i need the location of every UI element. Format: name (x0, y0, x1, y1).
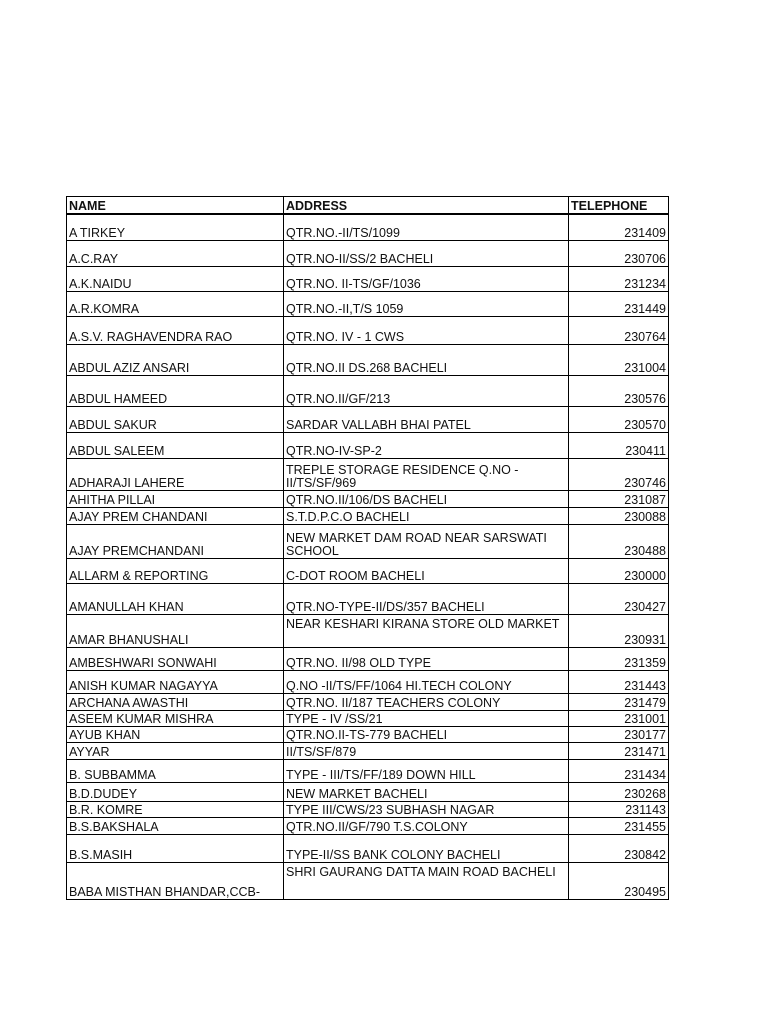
contact-address: QTR.NO.II/GF/213 (284, 375, 569, 406)
contact-telephone: 231434 (569, 759, 669, 782)
table-row (67, 432, 669, 458)
contact-address: C-DOT ROOM BACHELI (284, 558, 569, 583)
contact-address: QTR.NO. II-TS/GF/1036 (284, 266, 569, 291)
table-row (67, 240, 669, 266)
table-row (67, 670, 669, 693)
table-row (67, 344, 669, 375)
table-row (67, 817, 669, 834)
contact-name: B. SUBBAMMA (67, 759, 284, 782)
contact-address: SARDAR VALLABH BHAI PATEL (284, 406, 569, 432)
contact-address: QTR.NO.II-TS-779 BACHELI (284, 726, 569, 742)
contact-address: QTR.NO-TYPE-II/DS/357 BACHELI (284, 583, 569, 614)
table-row (67, 316, 669, 344)
contact-name: B.S.BAKSHALA (67, 817, 284, 834)
table-row (67, 375, 669, 406)
contact-address: NEW MARKET BACHELI (284, 782, 569, 801)
contact-telephone: 230842 (569, 834, 669, 862)
contact-telephone: 231004 (569, 344, 669, 375)
contact-name: AMAR BHANUSHALI (67, 614, 284, 647)
contact-address: QTR.NO. IV - 1 CWS (284, 316, 569, 344)
contact-telephone: 230570 (569, 406, 669, 432)
contact-address: II/TS/SF/879 (284, 742, 569, 759)
contact-address: TYPE III/CWS/23 SUBHASH NAGAR (284, 801, 569, 817)
contact-name: ARCHANA AWASTHI (67, 693, 284, 710)
contact-telephone: 230000 (569, 558, 669, 583)
table-row (67, 801, 669, 817)
contact-address: NEAR KESHARI KIRANA STORE OLD MARKET (284, 614, 569, 647)
contact-address: SHRI GAURANG DATTA MAIN ROAD BACHELI (284, 862, 569, 899)
telephone-directory-table (66, 196, 669, 900)
contact-telephone: 231479 (569, 693, 669, 710)
table-row (67, 214, 669, 240)
contact-telephone: 230931 (569, 614, 669, 647)
contact-telephone: 230706 (569, 240, 669, 266)
contact-telephone: 231143 (569, 801, 669, 817)
contact-name: AHITHA PILLAI (67, 490, 284, 507)
contact-telephone: 230488 (569, 524, 669, 558)
contact-telephone: 230411 (569, 432, 669, 458)
contact-address: QTR.NO.II DS.268 BACHELI (284, 344, 569, 375)
contact-name: AMBESHWARI SONWAHI (67, 647, 284, 670)
table-row (67, 647, 669, 670)
contact-telephone: 230088 (569, 507, 669, 524)
contact-name: AJAY PREMCHANDANI (67, 524, 284, 558)
contact-name: ANISH KUMAR NAGAYYA (67, 670, 284, 693)
contact-name: B.R. KOMRE (67, 801, 284, 817)
table-row (67, 742, 669, 759)
contact-telephone: 230764 (569, 316, 669, 344)
header-row (67, 197, 669, 215)
contact-name: AMANULLAH KHAN (67, 583, 284, 614)
table-row (67, 614, 669, 647)
contact-name: A TIRKEY (67, 214, 284, 240)
contact-address: S.T.D.P.C.O BACHELI (284, 507, 569, 524)
table-row (67, 558, 669, 583)
table-body (67, 214, 669, 899)
table-row (67, 583, 669, 614)
table-row (67, 726, 669, 742)
contact-address: TYPE - III/TS/FF/189 DOWN HILL (284, 759, 569, 782)
contact-address: QTR.NO.-II/TS/1099 (284, 214, 569, 240)
contact-telephone: 231409 (569, 214, 669, 240)
contact-name: ABDUL AZIZ ANSARI (67, 344, 284, 375)
contact-name: A.K.NAIDU (67, 266, 284, 291)
contact-address: TREPLE STORAGE RESIDENCE Q.NO - II/TS/SF/969 (284, 458, 569, 490)
contact-telephone: 231471 (569, 742, 669, 759)
contact-address: Q.NO -II/TS/FF/1064 HI.TECH COLONY (284, 670, 569, 693)
contact-address: QTR.NO.II/GF/790 T.S.COLONY (284, 817, 569, 834)
contact-telephone: 231087 (569, 490, 669, 507)
contact-telephone: 230495 (569, 862, 669, 899)
contact-name: ABDUL SALEEM (67, 432, 284, 458)
contact-address: QTR.NO-IV-SP-2 (284, 432, 569, 458)
contact-name: AYUB KHAN (67, 726, 284, 742)
table-row (67, 490, 669, 507)
table-row (67, 524, 669, 558)
table-row (67, 693, 669, 710)
contact-telephone: 231234 (569, 266, 669, 291)
contact-name: ALLARM & REPORTING (67, 558, 284, 583)
contact-name: ABDUL HAMEED (67, 375, 284, 406)
table-row (67, 458, 669, 490)
table-row (67, 834, 669, 862)
column-header-address: ADDRESS (284, 197, 569, 215)
contact-address: QTR.NO.-II,T/S 1059 (284, 291, 569, 316)
contact-telephone: 231455 (569, 817, 669, 834)
contact-name: A.R.KOMRA (67, 291, 284, 316)
contact-name: ASEEM KUMAR MISHRA (67, 710, 284, 726)
contact-telephone: 231359 (569, 647, 669, 670)
contact-telephone: 231001 (569, 710, 669, 726)
contact-telephone: 231443 (569, 670, 669, 693)
table-row (67, 759, 669, 782)
contact-telephone: 230427 (569, 583, 669, 614)
contact-telephone: 230268 (569, 782, 669, 801)
contact-address: TYPE - IV /SS/21 (284, 710, 569, 726)
column-header-telephone: TELEPHONE (569, 197, 669, 215)
table-row (67, 507, 669, 524)
contact-address: QTR.NO. II/98 OLD TYPE (284, 647, 569, 670)
contact-telephone: 230746 (569, 458, 669, 490)
contact-telephone: 230177 (569, 726, 669, 742)
contact-name: A.C.RAY (67, 240, 284, 266)
contact-name: ADHARAJI LAHERE (67, 458, 284, 490)
table-row (67, 782, 669, 801)
contact-address: QTR.NO.II/106/DS BACHELI (284, 490, 569, 507)
table-row (67, 710, 669, 726)
contact-telephone: 230576 (569, 375, 669, 406)
contact-name: ABDUL SAKUR (67, 406, 284, 432)
contact-address: NEW MARKET DAM ROAD NEAR SARSWATI SCHOOL (284, 524, 569, 558)
contact-address: TYPE-II/SS BANK COLONY BACHELI (284, 834, 569, 862)
contact-name: AYYAR (67, 742, 284, 759)
contact-name: BABA MISTHAN BHANDAR,CCB- (67, 862, 284, 899)
contact-name: B.D.DUDEY (67, 782, 284, 801)
contact-name: AJAY PREM CHANDANI (67, 507, 284, 524)
contact-name: B.S.MASIH (67, 834, 284, 862)
contact-address: QTR.NO. II/187 TEACHERS COLONY (284, 693, 569, 710)
table-row (67, 291, 669, 316)
table-row (67, 862, 669, 899)
contact-address: QTR.NO-II/SS/2 BACHELI (284, 240, 569, 266)
contact-telephone: 231449 (569, 291, 669, 316)
contact-name: A.S.V. RAGHAVENDRA RAO (67, 316, 284, 344)
table-row (67, 406, 669, 432)
table-row (67, 266, 669, 291)
column-header-name: NAME (67, 197, 284, 215)
